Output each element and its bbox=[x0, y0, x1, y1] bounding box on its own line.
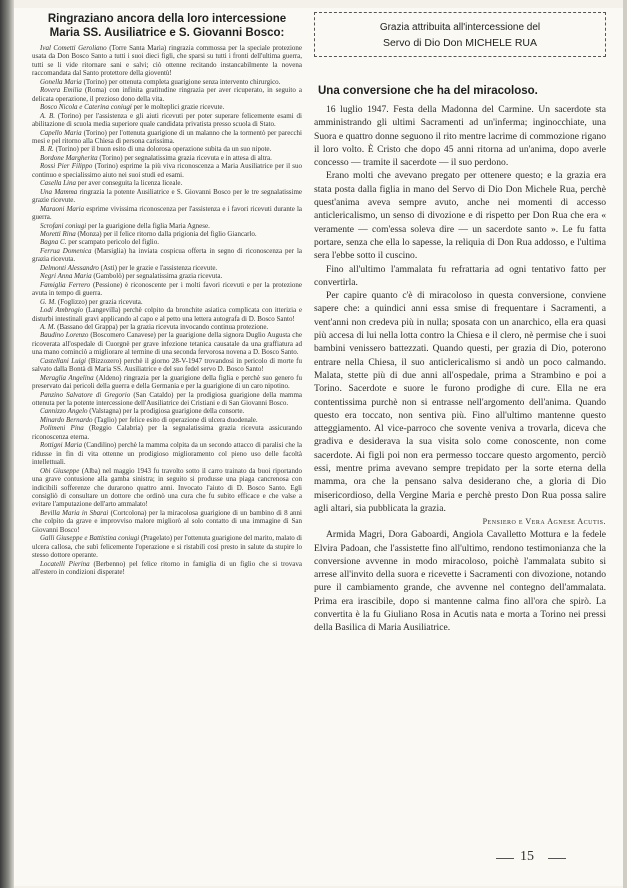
grace-entry bbox=[32, 467, 302, 509]
grace-entry bbox=[32, 357, 302, 374]
grace-entry-text: (Reggio Calabria) per la segnalatissima grazia ricevuta assicurando riconoscenza eterna. bbox=[32, 424, 303, 441]
grace-entry-text: (Bizzozero) perchè il giorno 28-V-1947 trovandosi in pericolo di morte fu salvato dalla Bontà di Maria SS. Ausiliatrice e del suo fedel servo D. Bosco Santo! bbox=[32, 356, 303, 374]
article-paragraph-4: Per capire quanto c'è di miracoloso in questa conversione, conviene sapere che: a quindici anni essa smise di frequentare i Sacramenti, a vent'anni non credeva più in nulla; sposata con un anarchico, ella era quasi più accesa di lui nella lotta contro la Chiesa e il clero, nè permise che i suoi bambini venissero battezzati. Quando questi, per grazia di Dio, poterono entrare nella Chiesa, il suo anticlericalismo si andò un poco calmando. Malata, stette più di due anni all'ospedale, prima a Strambino e poi a Torino. Sacerdote e suore le furono prodighe di cure. Ella ne era contentissima purchè non si entrasse nell'argomento dell'anima. Quando questo era toccato, non sentiva più. Fino all'ultimo mantenne questo atteggiamento. Al vice-parroco che sovente veniva a trovarla, diceva che gradiva e desiderava la sua visita solo come conoscente, non come sacerdote. Ai figli poi non era permesso toccare questo argomento, perciò essi, mentre prima avevano sempre trepidato per la sorte eterna della mamma, ora che la pensano salva desiderano che, a gloria di Dio misericordioso, della Vergine Maria e perchè presto Don Rua possa salire agli altari, sia pubblicata la grazia. bbox=[314, 290, 606, 514]
grace-entry-name: Negri Anna Maria bbox=[40, 272, 92, 281]
graces-heading bbox=[32, 12, 302, 40]
grace-entry-text: (Taglio) per felice esito di operazione di ulcera duodenale. bbox=[94, 415, 258, 424]
grace-entry-text: esprime vivissima riconoscenza per l'assistenza e i favori ricevuti durante la guerra. bbox=[32, 204, 303, 222]
grace-entry bbox=[32, 374, 302, 391]
article-paragraph-2: Erano molti che avevano pregato per ottenere questo; e la grazia era stata posta dalla figlia in mano del Servo di Dio Don Michele Rua, perchè quest'anima aveva sempre avuto, anche nei momenti di accesso anticlericalismo, un senso di divozione e di rispetto per Don Rua che era « veramente — com'essa soleva dire — un sacerdote santo ». Le fu fatta portare, senza che ella lo sapesse, la reliquia di Don Rua addosso, e l'ultima sera l'ebbe sotto il cuscino. bbox=[314, 170, 606, 262]
grace-entry-text: (Valstagna) per la prodigiosa guarigione della consorte. bbox=[89, 407, 245, 416]
grace-entry-text: (Candilino) perchè la mamma colpita da un secondo attacco di paralisi che la ridusse in fin di vita ottenne un prodigioso miglioramento col pieno uso delle facoltà intellettuali. bbox=[32, 441, 303, 467]
grace-entry bbox=[32, 112, 302, 129]
grace-entry-text: (Pessione) è riconoscente per i molti favori ricevuti e per la protezione avuta in tempo di guerra. bbox=[32, 280, 303, 298]
grace-entry-text: (Foglizzo) per grazia ricevuta. bbox=[57, 297, 143, 306]
grace-entry-text: ringrazia la potente Ausiliatrice e S. Giovanni Bosco per le tre segnalatissime grazie ricevute. bbox=[32, 187, 303, 205]
article-paragraph-3: Fino all'ultimo l'ammalata fu refrattaria ad ogni tentativo fatto per convertirla. bbox=[314, 263, 606, 288]
grace-entry bbox=[32, 103, 302, 111]
grace-entry bbox=[32, 331, 302, 356]
grace-entry bbox=[32, 424, 302, 441]
grace-entry-name: Bagna C. bbox=[40, 238, 67, 247]
signature: Pensiero e Vera Agnese Acutis. bbox=[482, 517, 606, 527]
grace-entry-name: Delmonti Alessandro bbox=[40, 263, 99, 272]
grace-entry-name: G. M. bbox=[40, 297, 57, 306]
grace-entry bbox=[32, 162, 302, 179]
grace-entry-text: (Gambolò) per segnalatissima grazia ricevuta. bbox=[93, 272, 223, 281]
header-box-line2: Servo di Dio Don MICHELE RUA bbox=[382, 37, 538, 49]
grace-entry bbox=[32, 323, 302, 331]
header-box bbox=[314, 12, 606, 57]
grace-entry-name: Scrofani coniugi bbox=[40, 221, 87, 230]
grace-entry-name: Polimeni Pina bbox=[40, 424, 84, 433]
grace-entry bbox=[32, 534, 302, 559]
grace-entry-text: (Langevilla) perchè colpito da bronchite asiatica complicata con itterizia e disturbi intestinali gravi applicando al capo e al petto una lettera autografa di D. Bosco Santo! bbox=[32, 306, 303, 323]
grace-entry-text: (Torino) per ottenuta completa guarigione senza intervento chirurgico. bbox=[83, 77, 281, 86]
grace-entry-text: (Torino) esprime la più viva riconoscenza a Maria Ausiliatrice per il suo continuo e specialissimo aiuto nei suoi studi ed esami. bbox=[32, 162, 303, 179]
grace-entry-name: A. B. bbox=[40, 111, 55, 120]
page-number-dash-right bbox=[548, 858, 566, 859]
grace-entry-name: Bevilla Maria in Sbarai bbox=[40, 508, 109, 517]
grace-entry-name: Ival Cometti Geroliano bbox=[40, 44, 107, 52]
grace-entry-text: (Torino) per segnalatissima grazia ricevuta e in attesa di altra. bbox=[99, 153, 272, 162]
grace-entry-name: Lodi Ambrogio bbox=[40, 306, 84, 315]
grace-entry bbox=[32, 205, 302, 222]
grace-entry-name: Famiglia Ferrero bbox=[40, 280, 91, 289]
grace-entry bbox=[32, 306, 302, 323]
grace-entry-name: Castellani Luigi bbox=[40, 356, 86, 365]
grace-entry-text: (Berbenno) pel felice ritorno in famiglia di un figlio che si trovava all'estero in condizioni disperate! bbox=[32, 559, 302, 577]
article-paragraph-1: 16 luglio 1947. Festa della Madonna del Carmine. Un sacerdote sta amministrando gli ultimi Sacramenti ad un'inferma; inginocchiate, una Suora e quattro donne seguono il rito mentre lacrime di commozione rigano il loro volto. È Cristo che dopo 45 anni ritorna ad un'anima, dopo averle concesso — tramite il sacerdote — il suo perdono. bbox=[314, 104, 606, 169]
grace-entry-text: (Torino) per il buon esito di una dolorosa operazione subita da un suo nipote. bbox=[55, 145, 272, 154]
grace-entry bbox=[32, 86, 302, 103]
grace-entry-name: Gonella Maria bbox=[40, 77, 82, 86]
grace-entry-name: Bosco Nicola e Caterina coniugi bbox=[40, 103, 132, 112]
grace-entry bbox=[32, 416, 302, 424]
grace-entry bbox=[32, 272, 302, 280]
grace-entry bbox=[32, 129, 302, 146]
grace-entry-name: Capello Maria bbox=[40, 128, 82, 137]
grace-entry-name: Rossi Pier Filippo bbox=[40, 162, 93, 171]
grace-entry bbox=[32, 145, 302, 153]
grace-entry bbox=[32, 264, 302, 272]
grace-entry-name: A. M. bbox=[40, 322, 56, 331]
grace-entry bbox=[32, 179, 302, 187]
grace-entry bbox=[32, 509, 302, 534]
grace-entry-name: Ferrua Domenica bbox=[40, 246, 92, 255]
graces-heading-line1: Ringraziano ancora della loro intercessione bbox=[47, 13, 287, 25]
grace-entry bbox=[32, 441, 302, 466]
page-right-edge bbox=[623, 0, 627, 888]
grace-entry-text: (Pragelato) per l'ottenuta guarigione del marito, malato di ulcera callosa, che subì felicemente l'operazione e si ristabilì così presto in salute da stupire lo stesso dottore operante. bbox=[32, 534, 303, 560]
grace-entry-text: (Cortcolona) per la miracolosa guarigione di un bambino di 8 anni che colpito da grave e improvviso malore migliorò al solo contatto di una immagine di San Giovanni Bosco! bbox=[32, 508, 302, 534]
grace-entry-text: (Marsiglia) ha inviata cospicua offerta in segno di riconoscenza per la grazia ricevuta. bbox=[32, 246, 303, 264]
grace-entry-text: (Roma) con infinita gratitudine ringrazia per aver ricuperato, in seguito a delicata operazione, il prezioso dono della vita. bbox=[32, 86, 302, 103]
grace-entry bbox=[32, 247, 302, 264]
grace-entry-text: (Boscomero Canavese) per la guarigione della signora Duglio Augusta che ricoverata all'ospedale di Cuorgnè per grave infezione tetanica causatale da una graffiatura ad una mano cominciò a migliorare al termine di una seconda fervorosa novena a D. Bosco Santo. bbox=[32, 331, 303, 357]
grace-entry-name: Rottigni Maria bbox=[40, 441, 82, 450]
grace-entry-text: (Asti) per le grazie e l'assistenza ricevute. bbox=[100, 263, 218, 272]
grace-entry-name: Baudino Lorenzo bbox=[40, 331, 89, 340]
grace-entry bbox=[32, 281, 302, 298]
grace-entry-text: (Monza) per il felice ritorno dalla prigionia del figlio Giancarlo. bbox=[77, 229, 257, 238]
grace-entry bbox=[32, 298, 302, 306]
grace-entry bbox=[32, 230, 302, 238]
grace-entry-name: Locatelli Pierina bbox=[40, 559, 90, 568]
grace-entry bbox=[32, 78, 302, 86]
article-title: Una conversione che ha del miracoloso. bbox=[318, 85, 538, 97]
grace-entry bbox=[32, 560, 302, 577]
grace-entry-name: Cannizzo Angelo bbox=[40, 407, 88, 416]
article-column bbox=[314, 12, 606, 635]
graces-list bbox=[32, 44, 302, 577]
grace-entry-text: (Alba) nel maggio 1943 fu travolto sotto il carro trainato da buoi riportando una grave contusione alla gamba sinistra; in seguito si produsse una piaga cancrenosa con indicibili sofferenze che durarono quattro anni. Invocato l'aiuto di D. Bosco Santo. Egli consigliò di consultare un dottore che ordinò una cura che fu subito efficace e che valse a evitare l'amputazione dell'arto ammalato! bbox=[32, 466, 303, 509]
graces-heading-line2: Maria SS. Ausiliatrice e S. Giovanni Bosco: bbox=[49, 27, 285, 39]
grace-entry-name: Casella Lina bbox=[40, 179, 76, 188]
grace-entry bbox=[32, 222, 302, 230]
grace-entry bbox=[32, 391, 302, 408]
grace-entry bbox=[32, 188, 302, 205]
graces-column bbox=[32, 12, 302, 577]
grace-entry bbox=[32, 238, 302, 246]
grace-entry-name: Minardo Bernardo bbox=[40, 415, 93, 424]
grace-entry-name: Rovera Emilia bbox=[40, 86, 82, 95]
header-box-line1: Grazia attribuita all'intercessione del bbox=[379, 22, 541, 33]
grace-entry-name: Maraoni Maria bbox=[40, 204, 85, 213]
grace-entry-name: Moretti Rina bbox=[40, 229, 76, 238]
grace-entry-text: per scampato pericolo del figlio. bbox=[68, 238, 159, 247]
grace-entry bbox=[32, 154, 302, 162]
grace-entry-text: (Aldeno) ringrazia per la guarigione della figlia e perchè suo genero fu preservato dai pericoli della guerra e della Germania e per la guarigione di un caro nipotino. bbox=[32, 373, 303, 391]
grace-entry-text: (San Cataldo) per la prodigiosa guarigione della mamma ottenuta per la potente intercessione dell'Ausiliatrice dei Cristiani e di San Giovanni Bosco. bbox=[32, 390, 303, 408]
grace-entry-name: Obi Giuseppe bbox=[40, 466, 80, 475]
grace-entry-text: per la guarigione della figlia Maria Agnese. bbox=[87, 221, 210, 230]
grace-entry-name: Una Mamma bbox=[40, 187, 78, 196]
grace-entry-name: Bordone Margherita bbox=[40, 153, 98, 162]
grace-entry bbox=[32, 44, 302, 78]
page-number-dash-left bbox=[496, 858, 514, 859]
article-paragraph-final: Armida Magri, Dora Gaboardi, Angiola Cavalletto Mottura e la fedele Elvira Padoan, che l'assistette fino all'ultimo, rendono testimonianza che la conversione avvenne in modo miracoloso, poichè l'ammalata subito si arrese all'invito della suora e ricevette i Sacramenti con divozione, notando pure il cambiamento grande, che avvenne nel contegno dell'ammalata. Prima era irascibile, dopo si mantenne calma fino all'ora che spirò. La convertita è la fu Giuliano Rosa in Acutis nata e morta a Torino nei pressi della Basilica di Maria Ausiliatrice. bbox=[314, 529, 606, 634]
grace-entry-text: (Torino) per l'ottenuta guarigione di un malanno che la tormentò per parecchi mesi e pel ritorno alla Chiesa di persona carissima. bbox=[32, 128, 302, 145]
grace-entry-text: per le molteplici grazie ricevute. bbox=[133, 103, 225, 112]
grace-entry-text: (Torino) per l'assistenza e gli aiuti ricevuti per poter superare felicemente esami di abilitazione di scuola media superiore quale candidata privatista presso scuola di Stato. bbox=[32, 111, 302, 129]
grace-entry-name: B. R. bbox=[40, 145, 54, 154]
page-number: 15 bbox=[520, 849, 534, 864]
grace-entry-name: Galli Giuseppe e Battistina coniugi bbox=[40, 534, 140, 543]
book-binding-edge bbox=[0, 0, 14, 888]
grace-entry-name: Panzino Salvatore di Gregorio bbox=[40, 390, 131, 399]
grace-entry-text: (Bassano del Grappa) per la grazia ricevuta invocando continua protezione. bbox=[57, 322, 269, 331]
grace-entry bbox=[32, 407, 302, 415]
grace-entry-text: per aver conseguita la licenza liceale. bbox=[77, 179, 183, 188]
grace-entry-text: (Torre Santa Maria) ringrazia commossa per la speciale protezione usata da Don Bosco Santo a tutti i suoi dieci figli, che sparsi su tutti i fronti dell'ultima guerra, tutti se li vide ritornare sani e salvi; ciò ottenne recitando instancabilmente la novena raccomandata dal Santo protettore della gioventù! bbox=[32, 44, 303, 78]
grace-entry-name: Meraglia Angelina bbox=[40, 373, 94, 382]
